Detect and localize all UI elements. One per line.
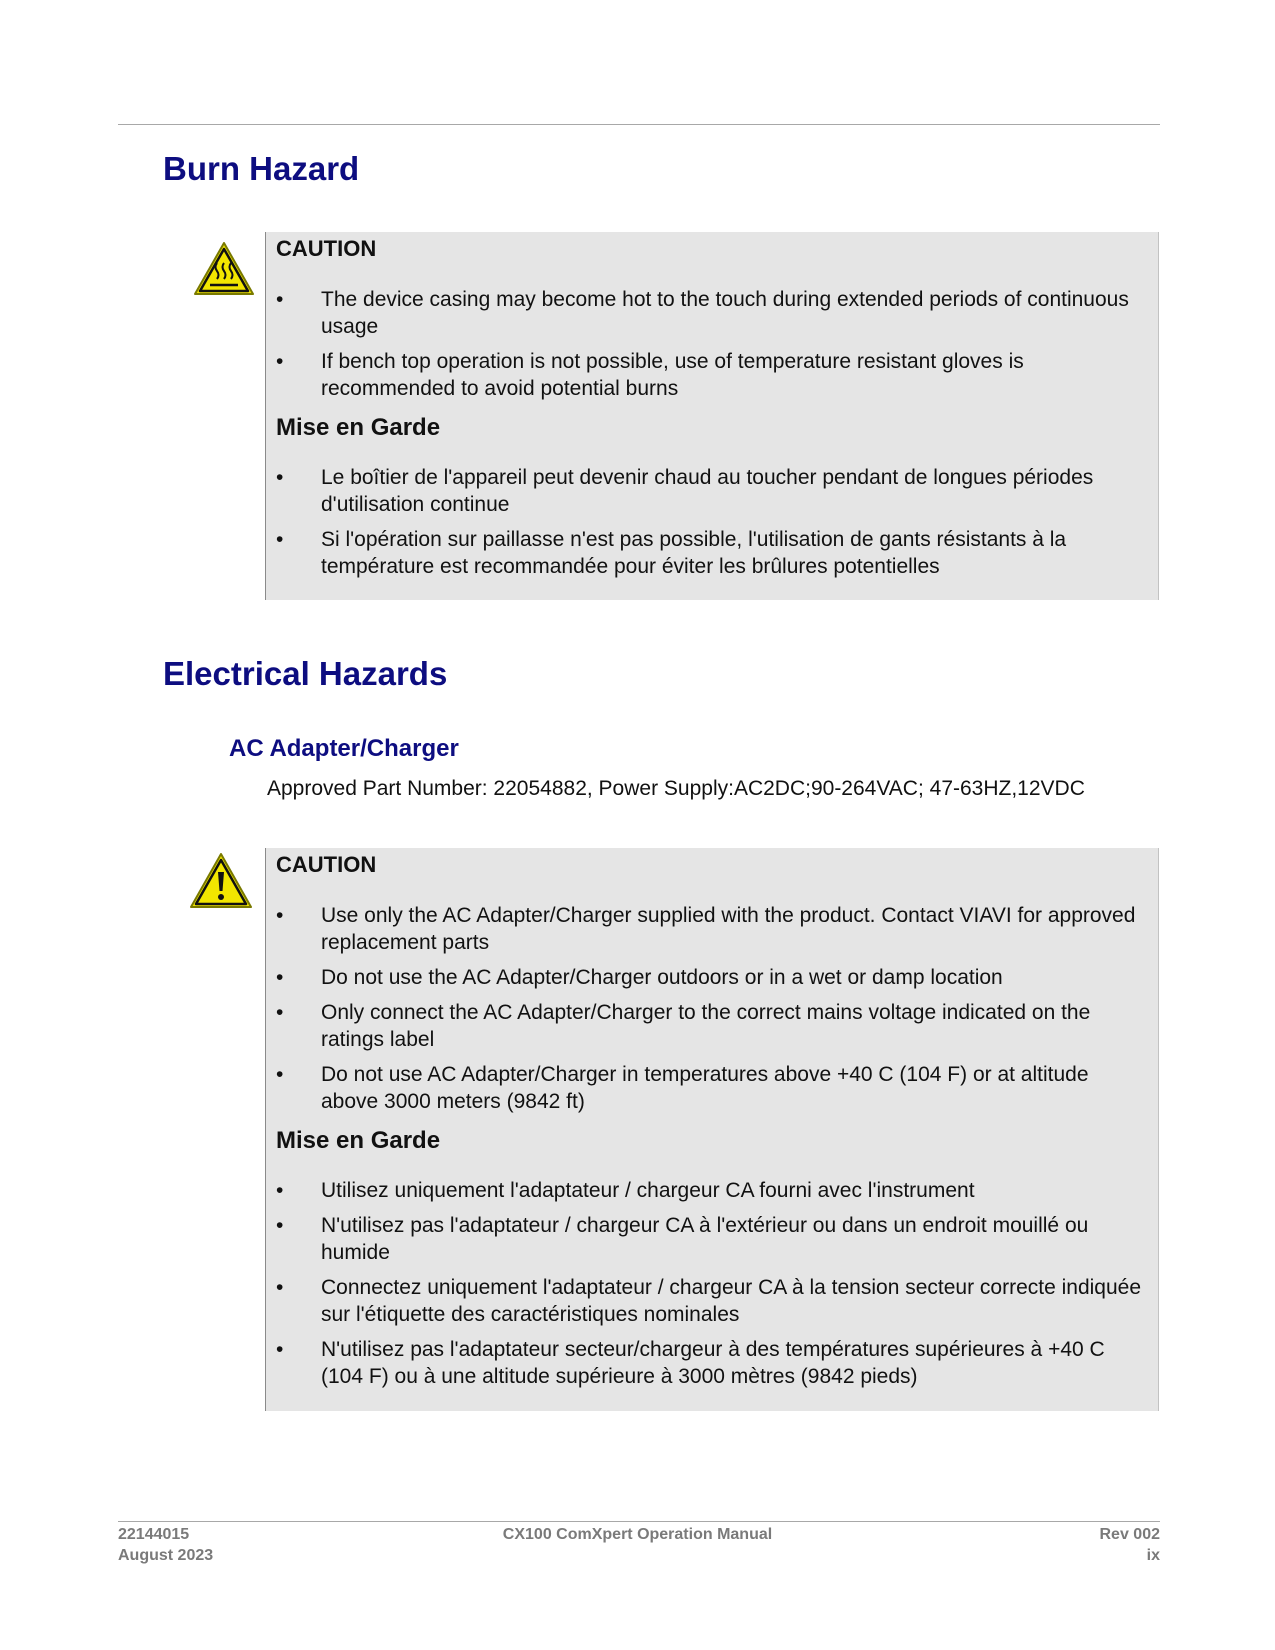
list-item: • If bench top operation is not possible, use of temperature resistant gloves is recommended to avoid potential burns [276, 348, 1148, 402]
burn-mise-en-garde-label: Mise en Garde [276, 414, 441, 441]
header-rule [118, 124, 1160, 125]
electrical-caution-list-fr [276, 1177, 1148, 1390]
burn-caution-label: CAUTION [276, 236, 377, 261]
footer-revision: Rev 002 [1099, 1526, 1160, 1543]
list-item: • Use only the AC Adapter/Charger supplied with the product. Contact VIAVI for approved replacement parts [276, 902, 1148, 956]
electrical-mise-en-garde-label: Mise en Garde [276, 1127, 441, 1154]
list-item: • Utilisez uniquement l'adaptateur / chargeur CA fourni avec l'instrument [276, 1177, 1148, 1204]
exclamation-warning-icon [189, 852, 253, 910]
list-item: • Si l'opération sur paillasse n'est pas possible, l'utilisation de gants résistants à la température est recommandée pour éviter les brûlures potentielles [276, 526, 1148, 580]
list-item: • N'utilisez pas l'adaptateur secteur/chargeur à des températures supérieures à +40 C (104 F) ou à une altitude supérieure à 3000 mètres (9842 pieds) [276, 1336, 1148, 1390]
list-item: • Connectez uniquement l'adaptateur / chargeur CA à la tension secteur correcte indiquée sur l'étiquette des caractéristiques nominales [276, 1274, 1148, 1328]
footer-page-number: ix [1146, 1547, 1160, 1564]
list-item: • Le boîtier de l'appareil peut devenir chaud au toucher pendant de longues périodes d'utilisation continue [276, 464, 1148, 518]
electrical-caution-label: CAUTION [276, 852, 377, 877]
list-item: • Only connect the AC Adapter/Charger to the correct mains voltage indicated on the ratings label [276, 999, 1148, 1053]
list-item: • N'utilisez pas l'adaptateur / chargeur CA à l'extérieur ou dans un endroit mouillé ou humide [276, 1212, 1148, 1266]
footer-date: August 2023 [118, 1547, 214, 1564]
footer-right [1100, 1524, 1161, 1566]
list-item: • Do not use AC Adapter/Charger in temperatures above +40 C (104 F) or at altitude above 3000 meters (9842 ft) [276, 1061, 1148, 1115]
footer-rule [118, 1521, 1160, 1522]
burn-caution-list-en [276, 286, 1148, 402]
approved-part-number: Approved Part Number: 22054882, Power Supply:AC2DC;90-264VAC; 47-63HZ,12VDC [267, 777, 1085, 800]
burn-hazard-heading: Burn Hazard [163, 150, 360, 187]
burn-caution-box [265, 232, 1159, 600]
footer-doc-number: 22144015 [118, 1526, 190, 1543]
electrical-hazards-heading: Electrical Hazards [163, 655, 448, 692]
list-item: • Do not use the AC Adapter/Charger outdoors or in a wet or damp location [276, 964, 1148, 991]
footer-manual-title: CX100 ComXpert Operation Manual [502, 1526, 773, 1543]
ac-adapter-subheading: AC Adapter/Charger [229, 735, 459, 762]
hot-surface-warning-icon [193, 241, 255, 297]
electrical-caution-list-en [276, 902, 1148, 1115]
electrical-caution-box [265, 848, 1159, 1411]
burn-caution-list-fr [276, 464, 1148, 580]
list-item: • The device casing may become hot to the touch during extended periods of continuous usage [276, 286, 1148, 340]
